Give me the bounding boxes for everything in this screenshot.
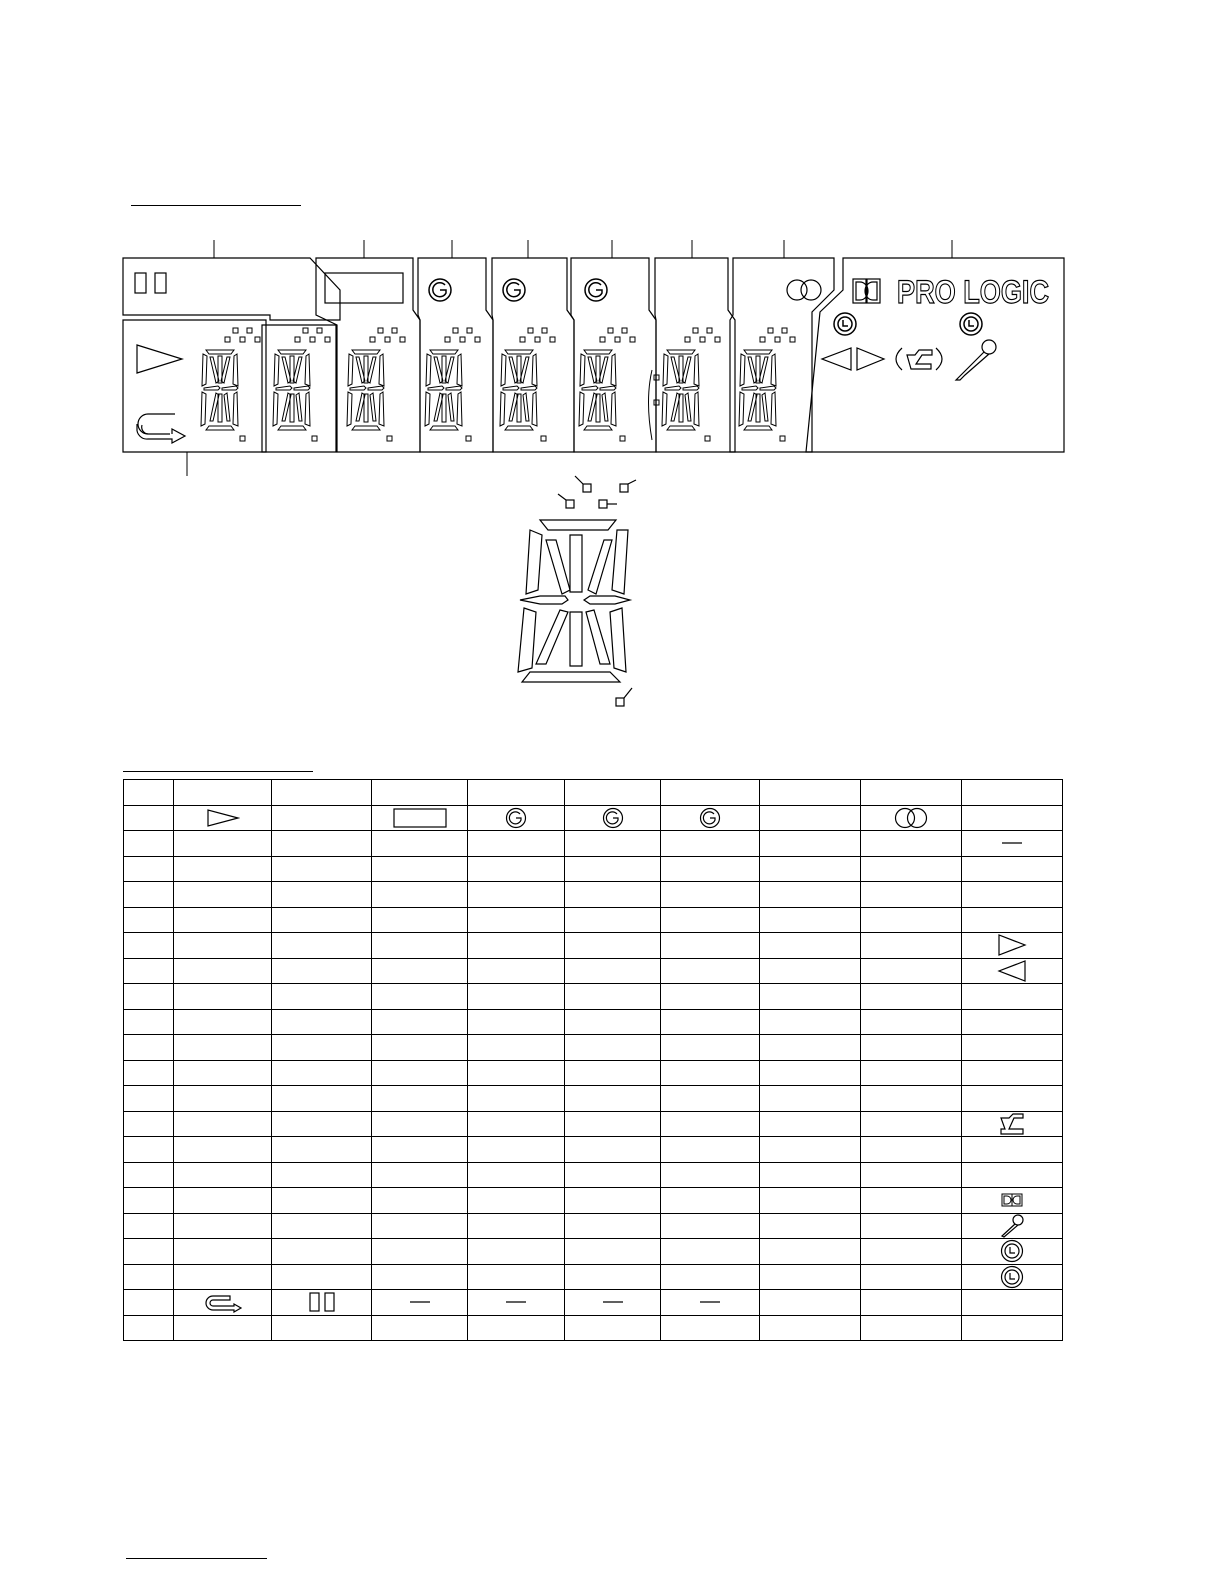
circled-g-icon	[661, 807, 759, 829]
table-cell	[124, 1264, 174, 1290]
table-cell	[272, 1162, 372, 1188]
table-cell	[372, 1086, 468, 1112]
table-cell	[468, 882, 565, 908]
table-cell	[565, 933, 661, 959]
table-cell	[272, 1111, 372, 1137]
table-cell	[962, 958, 1063, 984]
table-row	[124, 1213, 1063, 1239]
table-cell	[565, 882, 661, 908]
table-cell	[962, 1035, 1063, 1061]
table-cell	[124, 780, 174, 806]
table-cell	[272, 984, 372, 1010]
table-cell	[468, 1213, 565, 1239]
timer-clock-icon	[962, 1265, 1062, 1289]
table-cell	[468, 856, 565, 882]
table-cell	[861, 933, 962, 959]
table-cell	[272, 1188, 372, 1214]
table-cell	[124, 1290, 174, 1316]
table-cell	[760, 1111, 861, 1137]
table-cell	[962, 1213, 1063, 1239]
table-cell	[468, 1137, 565, 1163]
table-cell	[760, 933, 861, 959]
table-cell	[962, 856, 1063, 882]
table-cell	[372, 1060, 468, 1086]
table-cell	[272, 805, 372, 831]
table-cell	[468, 1315, 565, 1341]
table-cell	[272, 1315, 372, 1341]
table-row	[124, 984, 1063, 1010]
table-cell	[565, 958, 661, 984]
table-row	[124, 1111, 1063, 1137]
table-body	[124, 780, 1063, 1341]
table-cell	[272, 1060, 372, 1086]
table-cell	[661, 831, 760, 857]
table-cell	[124, 1188, 174, 1214]
table-cell	[962, 805, 1063, 831]
table-cell	[174, 1162, 272, 1188]
table-cell	[468, 1239, 565, 1265]
table-cell	[861, 907, 962, 933]
table-cell	[760, 831, 861, 857]
table-cell	[468, 1111, 565, 1137]
table-row	[124, 1035, 1063, 1061]
table-cell	[372, 933, 468, 959]
table-cell	[861, 1137, 962, 1163]
table-cell	[661, 907, 760, 933]
table-cell	[661, 1213, 760, 1239]
table-cell	[760, 1264, 861, 1290]
table-cell	[124, 907, 174, 933]
table-cell	[565, 1188, 661, 1214]
table-cell	[565, 1137, 661, 1163]
table-cell	[174, 1239, 272, 1265]
table-cell	[124, 1213, 174, 1239]
table-cell	[174, 882, 272, 908]
table-cell	[174, 1213, 272, 1239]
table-cell	[661, 780, 760, 806]
table-cell	[760, 1188, 861, 1214]
table-cell	[124, 831, 174, 857]
table-row	[124, 933, 1063, 959]
table-cell	[272, 958, 372, 984]
table-cell	[372, 1213, 468, 1239]
table-cell	[565, 831, 661, 857]
table-cell	[372, 1188, 468, 1214]
table-cell	[272, 933, 372, 959]
dash-icon	[962, 840, 1062, 846]
table-cell	[962, 1188, 1063, 1214]
table-cell	[468, 1009, 565, 1035]
table-cell	[174, 1264, 272, 1290]
table-cell	[372, 1239, 468, 1265]
table-cell	[174, 1188, 272, 1214]
table-row	[124, 805, 1063, 831]
table-cell	[372, 1111, 468, 1137]
table-row	[124, 1315, 1063, 1341]
table-cell	[661, 1188, 760, 1214]
table-cell	[174, 856, 272, 882]
table-cell	[760, 882, 861, 908]
table-row	[124, 1188, 1063, 1214]
table-cell	[661, 933, 760, 959]
repeat-arrows-icon	[962, 1113, 1062, 1135]
table-cell	[661, 1086, 760, 1112]
table-cell	[372, 882, 468, 908]
table-row	[124, 1137, 1063, 1163]
table-cell	[760, 1137, 861, 1163]
table-cell	[661, 1162, 760, 1188]
table-cell	[861, 1035, 962, 1061]
table-cell	[661, 1009, 760, 1035]
table-cell	[468, 907, 565, 933]
table-row	[124, 856, 1063, 882]
table-cell	[174, 1315, 272, 1341]
double-circle-icon	[861, 807, 961, 829]
table-cell	[468, 1188, 565, 1214]
table-cell	[861, 958, 962, 984]
table-cell	[565, 984, 661, 1010]
circled-g-icon	[468, 807, 564, 829]
dash-icon	[565, 1299, 660, 1305]
table-cell	[272, 907, 372, 933]
table-row	[124, 882, 1063, 908]
table-cell	[124, 1009, 174, 1035]
table-cell	[962, 1060, 1063, 1086]
table-cell	[468, 1264, 565, 1290]
table-cell	[272, 1009, 372, 1035]
table-cell	[372, 1315, 468, 1341]
table-cell	[661, 958, 760, 984]
table-cell	[372, 856, 468, 882]
table-cell	[760, 1290, 861, 1316]
table-cell	[565, 1239, 661, 1265]
table-cell	[468, 805, 565, 831]
right-arrow-icon	[962, 934, 1062, 956]
table-cell	[565, 1264, 661, 1290]
table-cell	[372, 780, 468, 806]
table-cell	[124, 1137, 174, 1163]
table-cell	[861, 1111, 962, 1137]
play-triangle-icon	[174, 809, 271, 827]
table-cell	[272, 1213, 372, 1239]
dash-icon	[468, 1299, 564, 1305]
table-cell	[661, 805, 760, 831]
table-cell	[565, 1035, 661, 1061]
table-cell	[174, 1009, 272, 1035]
table-cell	[861, 1264, 962, 1290]
table-cell	[962, 780, 1063, 806]
table-cell	[861, 1009, 962, 1035]
table-cell	[565, 1213, 661, 1239]
table-cell	[861, 1239, 962, 1265]
table-cell	[174, 958, 272, 984]
section-rule-middle	[123, 771, 313, 772]
table-cell	[861, 1213, 962, 1239]
table-cell	[861, 882, 962, 908]
table-cell	[661, 1290, 760, 1316]
microphone-icon	[962, 1214, 1062, 1238]
return-arrow-icon	[174, 1291, 271, 1313]
table-cell	[565, 780, 661, 806]
table-cell	[661, 1060, 760, 1086]
table-row	[124, 1162, 1063, 1188]
rectangle-indicator-icon	[372, 808, 467, 828]
table-cell	[962, 1315, 1063, 1341]
table-cell	[962, 1239, 1063, 1265]
digit-cells	[201, 328, 795, 441]
table-cell	[861, 984, 962, 1010]
table-cell	[661, 984, 760, 1010]
table-row	[124, 1290, 1063, 1316]
table-cell	[962, 882, 1063, 908]
table-cell	[565, 1111, 661, 1137]
table-row	[124, 1239, 1063, 1265]
table-cell	[760, 1035, 861, 1061]
table-cell	[468, 1290, 565, 1316]
table-cell	[272, 1035, 372, 1061]
table-cell	[565, 1060, 661, 1086]
table-cell	[272, 831, 372, 857]
dolby-pro-logic-area	[822, 274, 1049, 380]
table-cell	[661, 1264, 760, 1290]
table-cell	[272, 1239, 372, 1265]
table-row	[124, 1264, 1063, 1290]
circled-g-icon	[565, 807, 660, 829]
table-cell	[861, 1060, 962, 1086]
table-cell	[468, 1060, 565, 1086]
table-cell	[468, 1162, 565, 1188]
table-cell	[962, 1162, 1063, 1188]
table-cell	[124, 856, 174, 882]
table-cell	[760, 1086, 861, 1112]
timer-clock-icon	[962, 1239, 1062, 1263]
table-cell	[124, 1086, 174, 1112]
table-cell	[760, 1060, 861, 1086]
table-cell	[962, 984, 1063, 1010]
table-cell	[565, 1162, 661, 1188]
table-cell	[174, 805, 272, 831]
table-cell	[372, 1137, 468, 1163]
table-cell	[760, 805, 861, 831]
table-cell	[760, 856, 861, 882]
table-cell	[124, 1162, 174, 1188]
table-cell	[372, 1162, 468, 1188]
table-cell	[372, 805, 468, 831]
table-cell	[372, 958, 468, 984]
table-cell	[861, 856, 962, 882]
section-rule-bottom	[126, 1558, 267, 1559]
table-cell	[861, 1290, 962, 1316]
table-cell	[962, 1111, 1063, 1137]
table-cell	[861, 1315, 962, 1341]
table-cell	[760, 1239, 861, 1265]
table-cell	[174, 1035, 272, 1061]
table-cell	[962, 1264, 1063, 1290]
table-cell	[468, 1035, 565, 1061]
table-cell	[174, 1290, 272, 1316]
table-cell	[760, 1162, 861, 1188]
table-cell	[661, 1111, 760, 1137]
table-cell	[174, 984, 272, 1010]
table-cell	[760, 984, 861, 1010]
table-cell	[760, 1315, 861, 1341]
table-cell	[468, 831, 565, 857]
table-cell	[760, 958, 861, 984]
table-cell	[861, 1188, 962, 1214]
table-cell	[124, 1315, 174, 1341]
table-cell	[124, 805, 174, 831]
table-cell	[760, 780, 861, 806]
table-cell	[174, 1086, 272, 1112]
table-cell	[565, 856, 661, 882]
table-cell	[565, 1290, 661, 1316]
table-cell	[372, 907, 468, 933]
table-cell	[962, 1137, 1063, 1163]
table-cell	[962, 1009, 1063, 1035]
table-cell	[272, 1264, 372, 1290]
table-cell	[468, 933, 565, 959]
table-row	[124, 1060, 1063, 1086]
table-row	[124, 1009, 1063, 1035]
fl-display-panel	[0, 0, 1224, 760]
table-cell	[661, 1035, 760, 1061]
pro-logic-text: PRO LOGIC	[897, 274, 1049, 310]
table-cell	[468, 958, 565, 984]
table-cell	[124, 933, 174, 959]
table-cell	[661, 856, 760, 882]
segment-assignment-table	[123, 779, 1063, 1341]
table-header-row	[124, 780, 1063, 806]
table-cell	[565, 907, 661, 933]
table-cell	[861, 805, 962, 831]
table-cell	[174, 907, 272, 933]
table-cell	[760, 907, 861, 933]
table-cell	[174, 1060, 272, 1086]
table-cell	[124, 958, 174, 984]
table-cell	[372, 984, 468, 1010]
table-cell	[174, 780, 272, 806]
table-cell	[174, 1137, 272, 1163]
table-cell	[372, 831, 468, 857]
table-row	[124, 1086, 1063, 1112]
table-row	[124, 907, 1063, 933]
table-cell	[124, 1035, 174, 1061]
left-arrow-icon	[962, 960, 1062, 982]
table-cell	[760, 1213, 861, 1239]
table-row	[124, 958, 1063, 984]
table-cell	[962, 1086, 1063, 1112]
table-cell	[661, 1239, 760, 1265]
table-cell	[174, 933, 272, 959]
table-cell	[468, 780, 565, 806]
table-cell	[372, 1264, 468, 1290]
table-cell	[861, 1086, 962, 1112]
table-row	[124, 831, 1063, 857]
table-cell	[468, 1086, 565, 1112]
table-cell	[661, 1137, 760, 1163]
dash-icon	[661, 1299, 759, 1305]
table-cell	[861, 780, 962, 806]
table-cell	[124, 1060, 174, 1086]
table-cell	[372, 1009, 468, 1035]
table-cell	[372, 1290, 468, 1316]
double-box-icon	[272, 1291, 371, 1313]
table-cell	[124, 984, 174, 1010]
table-cell	[565, 805, 661, 831]
table-cell	[661, 882, 760, 908]
grid1-symbols	[135, 273, 185, 443]
table-cell	[174, 831, 272, 857]
table-cell	[468, 984, 565, 1010]
table-cell	[861, 831, 962, 857]
table-cell	[272, 780, 372, 806]
table-cell	[661, 1315, 760, 1341]
dolby-icon	[962, 1193, 1062, 1207]
table-cell	[272, 1086, 372, 1112]
table-cell	[565, 1009, 661, 1035]
table-cell	[124, 1111, 174, 1137]
table-cell	[272, 1290, 372, 1316]
table-cell	[565, 1086, 661, 1112]
dash-icon	[372, 1299, 467, 1305]
table-cell	[272, 856, 372, 882]
table-cell	[962, 933, 1063, 959]
table-cell	[372, 1035, 468, 1061]
table-cell	[861, 1162, 962, 1188]
table-cell	[272, 1137, 372, 1163]
table-cell	[124, 1239, 174, 1265]
table-cell	[124, 882, 174, 908]
table-cell	[565, 1315, 661, 1341]
table-cell	[174, 1111, 272, 1137]
table-cell	[962, 1290, 1063, 1316]
table-cell	[962, 907, 1063, 933]
small-symbols	[325, 273, 821, 303]
table-cell	[760, 1009, 861, 1035]
table-cell	[962, 831, 1063, 857]
table-cell	[272, 882, 372, 908]
